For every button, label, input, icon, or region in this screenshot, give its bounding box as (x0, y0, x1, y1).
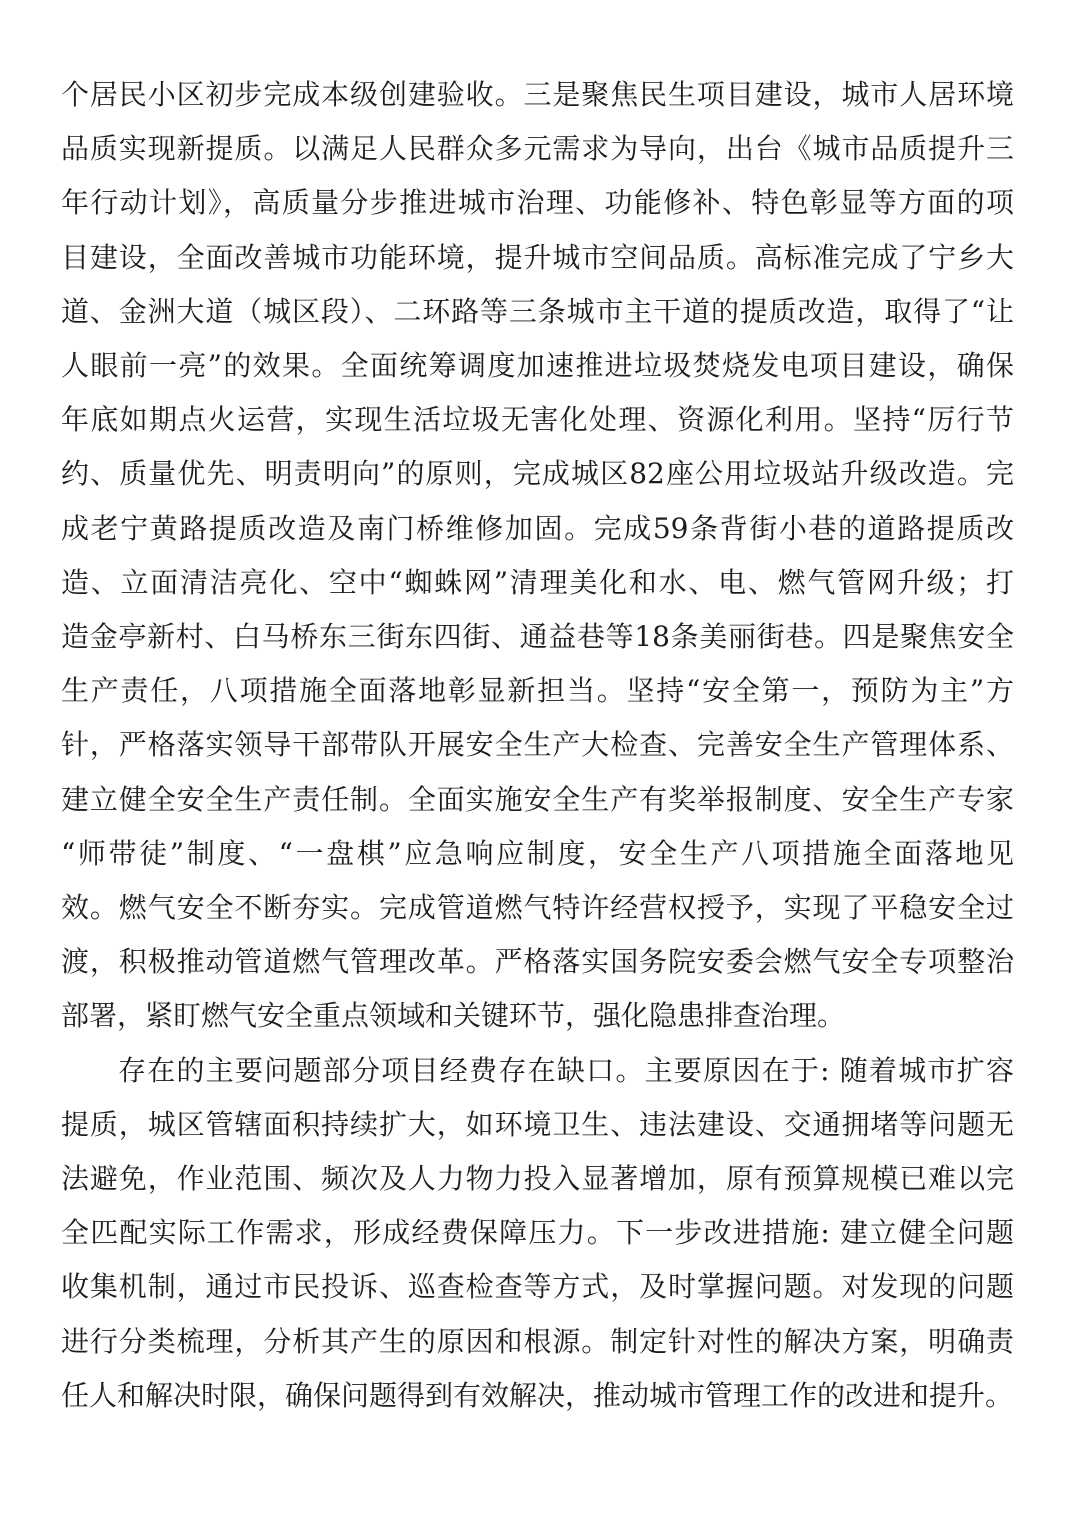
text-line: 全匹配实际工作需求，形成经费保障压力。下一步改进措施: 建立健全问题 (61, 1216, 1014, 1250)
text-line: 效。燃气安全不断夯实。完成管道燃气特许经营权授予，实现了平稳安全过 (61, 891, 1014, 925)
text-line: 部署，紧盯燃气安全重点领域和关键环节，强化隐患排查治理。 (61, 999, 846, 1033)
text-line: 法避免，作业范围、频次及人力物力投入显著增加，原有预算规模已难以完 (61, 1162, 1014, 1196)
text-line: 针，严格落实领导干部带队开展安全生产大检查、完善安全生产管理体系、 (61, 728, 1014, 762)
document-content (61, 68, 1014, 1423)
text-line: 年底如期点火运营，实现生活垃圾无害化处理、资源化利用。坚持“厉行节 (61, 403, 1014, 437)
text-line: 个居民小区初步完成本级创建验收。三是聚焦民生项目建设，城市人居环境 (61, 78, 1014, 111)
text-line: 建立健全安全生产责任制。全面实施安全生产有奖举报制度、安全生产专家 (61, 782, 1014, 816)
text-line: 任人和解决时限，确保问题得到有效解决，推动城市管理工作的改进和提升。 (61, 1378, 1014, 1412)
text-line: 目建设，全面改善城市功能环境，提升城市空间品质。高标准完成了宁乡大 (61, 240, 1014, 274)
text-line: 造金亭新村、白马桥东三街东四街、通益巷等18条美丽街巷。四是聚焦安全 (61, 620, 1014, 654)
text-line: 收集机制，通过市民投诉、巡查检查等方式，及时掌握问题。对发现的问题 (61, 1270, 1014, 1304)
paragraph-city-projects (61, 68, 1014, 1044)
text-line: 品质实现新提质。以满足人民群众多元需求为导向，出台《城市品质提升三 (61, 132, 1014, 166)
text-line: 生产责任，八项措施全面落地彰显新担当。坚持“安全第一，预防为主”方 (61, 674, 1014, 708)
text-line: “师带徒”制度、“一盘棋”应急响应制度，安全生产八项措施全面落地见 (61, 836, 1014, 870)
text-line: 存在的主要问题部分项目经费存在缺口。主要原因在于: 随着城市扩容 (118, 1053, 1014, 1087)
text-line: 成老宁黄路提质改造及南门桥维修加固。完成59条背街小巷的道路提质改 (61, 511, 1014, 545)
text-line: 约、质量优先、明责明向”的原则，完成城区82座公用垃圾站升级改造。完 (61, 457, 1014, 491)
paragraph-problems-and-measures (61, 1044, 1014, 1423)
text-line: 进行分类梳理，分析其产生的原因和根源。制定针对性的解决方案，明确责 (61, 1324, 1014, 1358)
text-line: 造、立面清洁亮化、空中“蜘蛛网”清理美化和水、电、燃气管网升级；打 (61, 565, 1014, 599)
text-line: 年行动计划》，高质量分步推进城市治理、功能修补、特色彰显等方面的项 (61, 186, 1014, 220)
text-line: 人眼前一亮”的效果。全面统筹调度加速推进垃圾焚烧发电项目建设，确保 (61, 349, 1014, 383)
text-line: 渡，积极推动管道燃气管理改革。严格落实国务院安委会燃气安全专项整治 (61, 945, 1014, 979)
text-line: 道、金洲大道（城区段）、二环路等三条城市主干道的提质改造，取得了“让 (61, 294, 1014, 328)
text-line: 提质，城区管辖面积持续扩大，如环境卫生、违法建设、交通拥堵等问题无 (61, 1107, 1014, 1141)
